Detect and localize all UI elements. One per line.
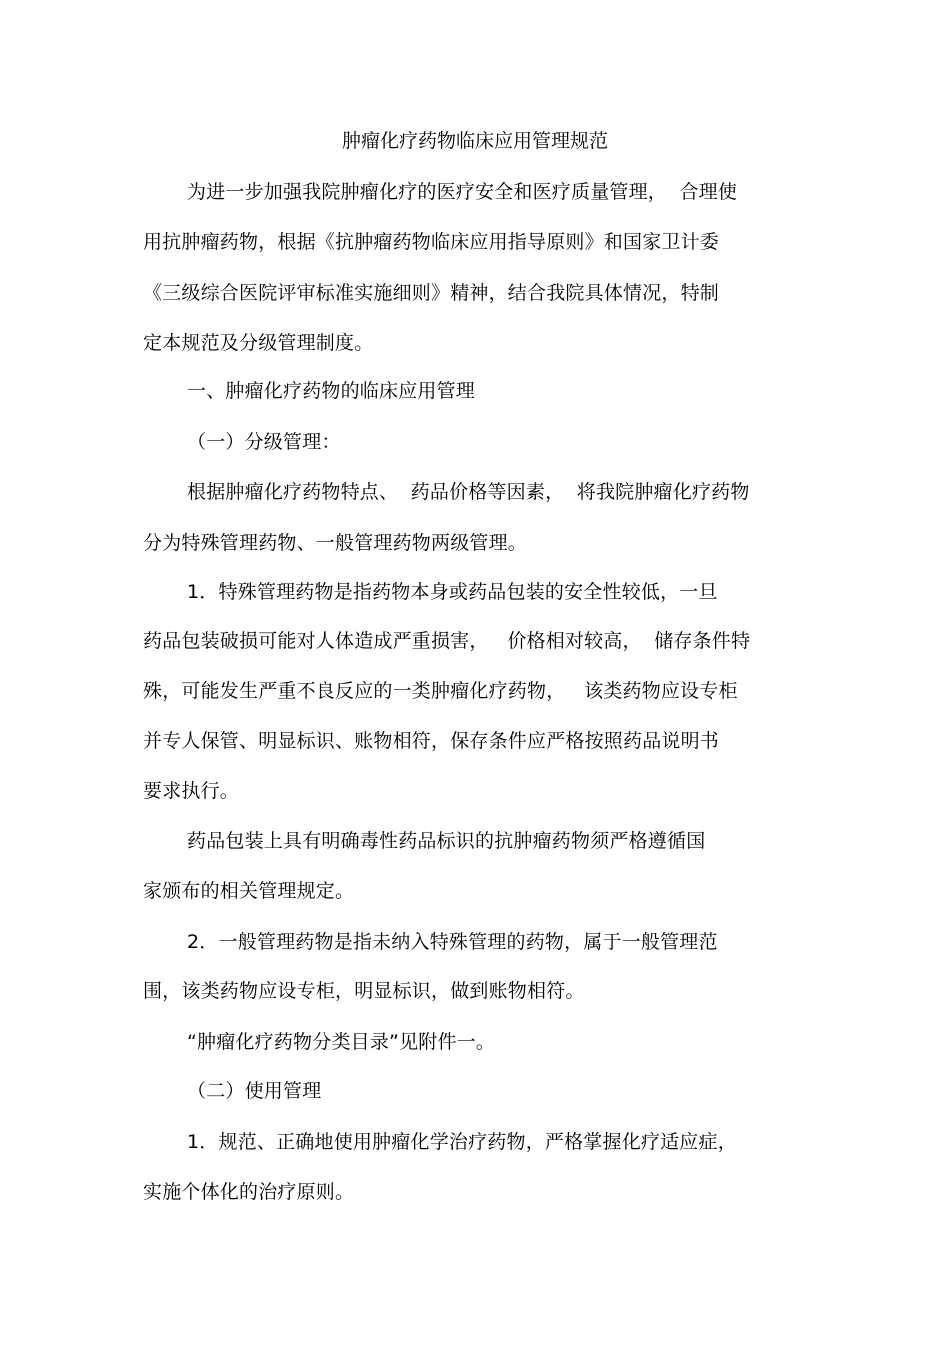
paragraph-line: 用抗肿瘤药物，根据《抗肿瘤药物临床应用指导原则》和国家卫计委 — [143, 231, 720, 253]
paragraph-line: 要求执行。 — [143, 780, 240, 802]
document-title: 肿瘤化疗药物临床应用管理规范 — [341, 130, 608, 152]
paragraph-line: 2．一般管理药物是指未纳入特殊管理的药物，属于一般管理范 — [187, 931, 718, 953]
paragraph-line: 实施个体化的治疗原则。 — [143, 1181, 355, 1203]
paragraph-line: 1．规范、正确地使用肿瘤化学治疗药物，严格掌握化疗适应症， — [187, 1131, 737, 1153]
paragraph-line: 定本规范及分级管理制度。 — [143, 332, 374, 354]
paragraph-line: 《三级综合医院评审标准实施细则》精神，结合我院具体情况，特制 — [143, 282, 720, 304]
section-heading: 一、肿瘤化疗药物的临床应用管理 — [187, 380, 476, 402]
paragraph-line: 分为特殊管理药物、一般管理药物两级管理。 — [143, 532, 528, 554]
paragraph-line: 药品包装破损可能对人体造成严重损害， 价格相对较高， 储存条件特 — [143, 630, 751, 652]
paragraph-line: 并专人保管、明显标识、账物相符，保存条件应严格按照药品说明书 — [143, 730, 720, 752]
paragraph-line: 围，该类药物应设专柜，明显标识，做到账物相符。 — [143, 980, 585, 1002]
subsection-heading: （一）分级管理： — [187, 431, 341, 453]
paragraph-line: 根据肿瘤化疗药物特点、 药品价格等因素， 将我院肿瘤化疗药物 — [187, 481, 750, 503]
subsection-heading: （二）使用管理 — [187, 1080, 322, 1102]
paragraph-line: 1．特殊管理药物是指药物本身或药品包装的安全性较低，一旦 — [187, 581, 718, 603]
paragraph-line: “肿瘤化疗药物分类目录”见附件一。 — [187, 1031, 496, 1053]
paragraph-line: 家颁布的相关管理规定。 — [143, 880, 355, 902]
paragraph-line: 殊，可能发生严重不良反应的一类肿瘤化疗药物， 该类药物应设专柜 — [143, 680, 738, 702]
paragraph-line: 药品包装上具有明确毒性药品标识的抗肿瘤药物须严格遵循国 — [187, 830, 706, 852]
paragraph-line: 为进一步加强我院肿瘤化疗的医疗安全和医疗质量管理， 合理使 — [187, 181, 738, 203]
